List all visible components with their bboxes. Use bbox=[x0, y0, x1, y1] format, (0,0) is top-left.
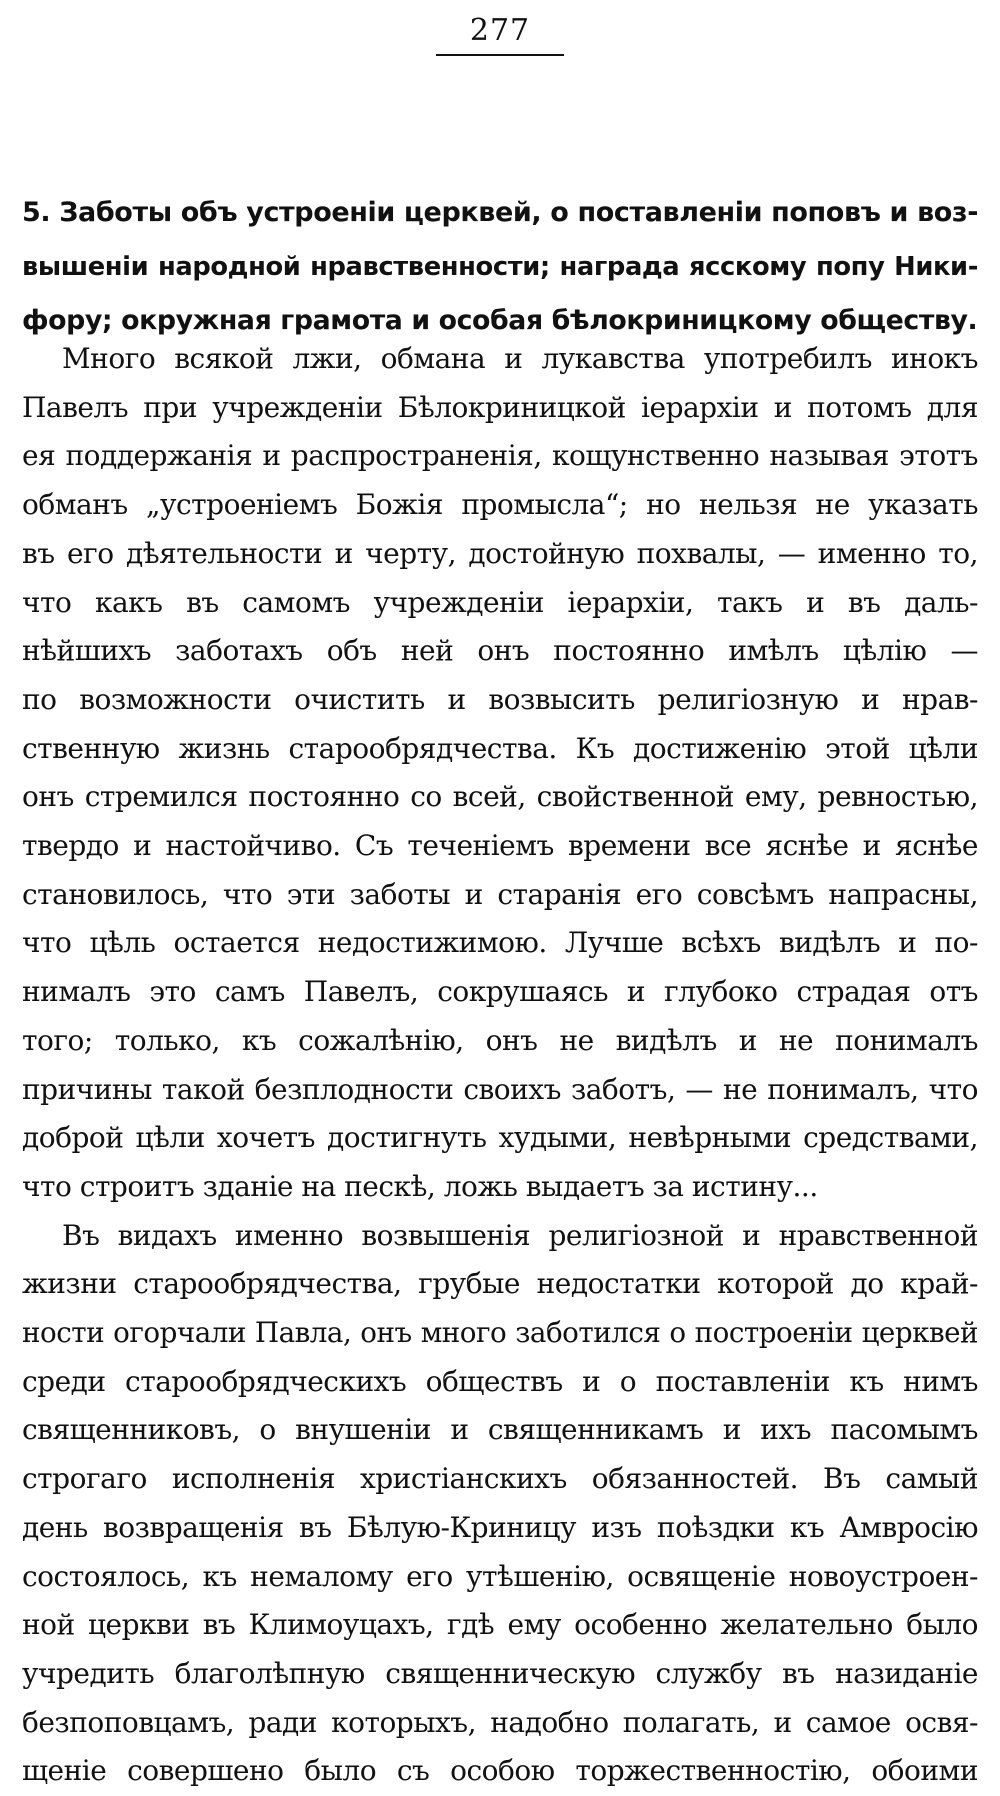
heading-line: фору; окружная грамота и особая бѣлокриницкому обществу. bbox=[22, 305, 978, 336]
paragraph-line: по возможности очистить и возвысить религіозную и нрав- bbox=[22, 682, 978, 716]
paragraph-line: доброй цѣли хочетъ достигнуть худыми, невѣрными средствами, bbox=[22, 1121, 978, 1155]
paragraph-line: ной церкви въ Климоуцахъ, гдѣ ему особенно желательно было bbox=[22, 1608, 978, 1642]
paragraph-line: ея поддержанія и распространенія, кощунственно называя этотъ bbox=[22, 439, 978, 473]
heading-line: 5. Заботы объ устроеніи церквей, о поставленіи поповъ и воз- bbox=[22, 197, 978, 228]
paragraph-line: щеніе совершено было съ особою торжественностію, обоими bbox=[22, 1754, 978, 1788]
paragraph-line: ственную жизнь старообрядчества. Къ достиженію этой цѣли bbox=[22, 731, 978, 765]
paragraph-line: нѣйшихъ заботахъ объ ней онъ постоянно имѣлъ цѣлію — bbox=[22, 634, 978, 668]
paragraph-line: твердо и настойчиво. Съ теченіемъ времени все яснѣе и яснѣе bbox=[22, 829, 978, 863]
paragraph-line: что какъ въ самомъ учрежденіи іерархіи, такъ и въ даль- bbox=[22, 585, 978, 619]
paragraph-line: день возвращенія въ Бѣлую-Криницу изъ поѣздки къ Амвросію bbox=[22, 1510, 978, 1544]
paragraph-line: учредить благолѣпную священническую службу въ назиданіе bbox=[22, 1656, 978, 1690]
heading-line: вышеніи народной нравственности; награда ясскому попу Ники- bbox=[22, 252, 978, 282]
paragraph-line: въ его дѣятельности и черту, достойную похвалы, — именно то, bbox=[22, 536, 978, 570]
paragraph-line: причины такой безплодности своихъ заботъ, — не понималъ, что bbox=[22, 1072, 978, 1106]
paragraph-line: ности огорчали Павла, онъ много заботился о построеніи церквей bbox=[22, 1316, 978, 1350]
paragraph-line: что цѣль остается недостижимою. Лучше всѣхъ видѣлъ и по- bbox=[22, 926, 978, 960]
paragraph-line: безпоповцамъ, ради которыхъ, надобно полагать, и самое освя- bbox=[22, 1705, 978, 1739]
section-heading bbox=[22, 186, 978, 348]
paragraph-line: становилось, что эти заботы и старанія его совсѣмъ напрасны, bbox=[22, 877, 978, 911]
paragraph-line: что строитъ зданіе на пескѣ, ложь выдаетъ за истину... bbox=[22, 1169, 818, 1203]
paragraph-line: Въ видахъ именно возвышенія религіозной и нравственной bbox=[62, 1218, 978, 1252]
body-text bbox=[22, 335, 978, 1796]
paragraph-line: онъ стремился постоянно со всей, свойственной ему, ревностью, bbox=[22, 780, 978, 814]
paragraph-line: жизни старообрядчества, грубые недостатки которой до край- bbox=[22, 1267, 978, 1301]
paragraph-line: Много всякой лжи, обмана и лукавства употребилъ инокъ bbox=[62, 342, 978, 375]
paragraph-line: нималъ это самъ Павелъ, сокрушаясь и глубоко страдая отъ bbox=[22, 975, 978, 1009]
page-number: 277 bbox=[469, 13, 531, 48]
paragraph-line: среди старообрядческихъ обществъ и о поставленіи къ нимъ bbox=[22, 1364, 978, 1398]
paragraph-line: Павелъ при учрежденіи Бѣлокриницкой іерархіи и потомъ для bbox=[22, 390, 978, 424]
paragraph-line: обманъ „устроеніемъ Божія промысла“; но нельзя не указать bbox=[22, 488, 978, 522]
paragraph-line: священниковъ, о внушеніи и священникамъ и ихъ пасомымъ bbox=[22, 1413, 978, 1447]
page-number-rule bbox=[436, 54, 564, 56]
paragraph-line: состоялось, къ немалому его утѣшенію, освященіе новоустроен- bbox=[22, 1559, 978, 1593]
paragraph-line: того; только, къ сожалѣнію, онъ не видѣлъ и не понималъ bbox=[22, 1023, 978, 1057]
paragraph-line: строгаго исполненія христіанскихъ обязанностей. Въ самый bbox=[22, 1462, 978, 1496]
